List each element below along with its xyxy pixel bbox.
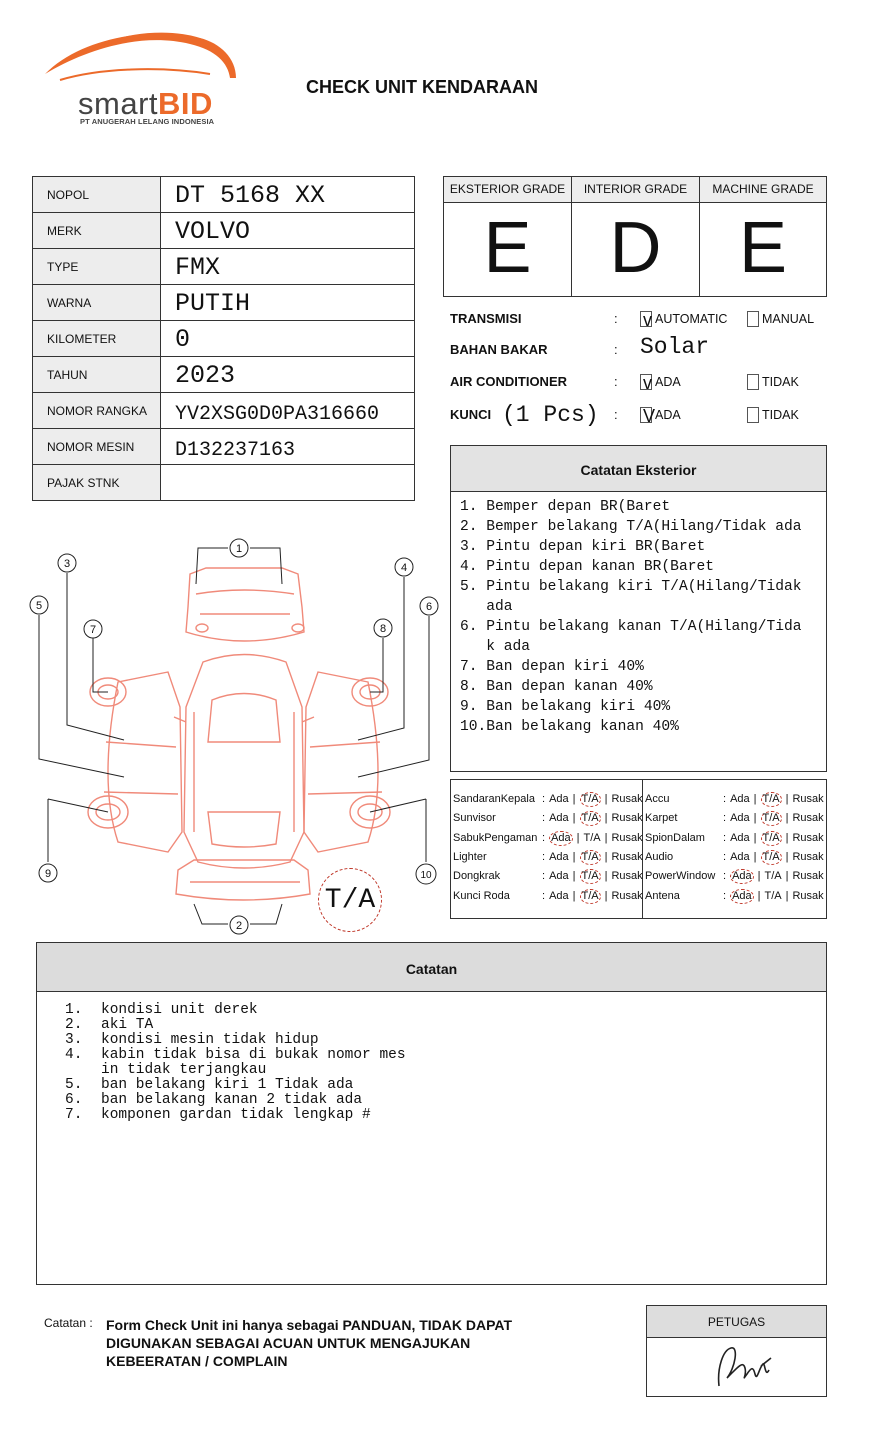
option-ta[interactable]: T/A <box>764 870 782 883</box>
accessory-name: Lighter <box>453 850 487 863</box>
option-ada[interactable]: Ada <box>549 870 569 883</box>
option-ta[interactable]: T/A <box>581 870 599 883</box>
accessory-name: Dongkrak <box>453 870 501 883</box>
separator: : <box>542 812 546 825</box>
note-text: kabin tidak bisa di bukak nomor mes in tidak terjangkau <box>101 1047 406 1078</box>
option-label: TIDAK <box>762 375 799 389</box>
accessory-options <box>540 810 645 826</box>
accessory-row <box>645 868 824 884</box>
callout-2 <box>230 916 248 934</box>
grade-label: EKSTERIOR GRADE <box>444 177 571 203</box>
fuel-value: Solar <box>640 334 710 360</box>
separator: | <box>753 812 757 825</box>
exterior-note-item: 6. Pintu belakang kanan T/A(Hilang/Tida k ada <box>460 619 802 655</box>
option-ada[interactable]: Ada <box>730 812 750 825</box>
field-label: TYPE <box>33 249 161 285</box>
field-label: WARNA <box>33 285 161 321</box>
exterior-note-item: 10.Ban belakang kanan 40% <box>460 719 679 735</box>
automatic-checkbox[interactable] <box>640 310 652 330</box>
note-text: kondisi unit derek <box>101 1002 258 1018</box>
callout-label: 3 <box>63 558 71 570</box>
field-label: MERK <box>33 213 161 249</box>
note-text: komponen gardan tidak lengkap # <box>101 1107 371 1123</box>
separator: : <box>723 831 727 844</box>
grade-label: INTERIOR GRADE <box>572 177 699 203</box>
field-value: 0 <box>161 321 415 357</box>
field-label: TAHUN <box>33 357 161 393</box>
note-text: kondisi mesin tidak hidup <box>101 1032 319 1048</box>
field-label: PAJAK STNK <box>33 465 161 501</box>
accessory-name: Kunci Roda <box>453 889 510 902</box>
separator: | <box>572 812 576 825</box>
note-item <box>65 1093 826 1108</box>
separator: | <box>785 889 789 902</box>
key-count: (1 Pcs) <box>502 402 599 428</box>
accessory-options <box>540 868 645 884</box>
option-rusak[interactable]: Rusak <box>611 850 643 863</box>
accessory-options <box>721 888 826 904</box>
option-ta[interactable]: T/A <box>581 793 599 805</box>
exterior-notes-panel <box>450 445 827 772</box>
footer-label: Catatan : <box>44 1316 93 1330</box>
callout-3 <box>58 554 76 572</box>
option-ada[interactable]: Ada <box>732 889 752 902</box>
callout-6 <box>420 597 438 615</box>
check-mark: v <box>643 373 652 393</box>
separator: | <box>604 831 608 844</box>
accessory-options <box>721 810 826 826</box>
option-rusak[interactable]: Rusak <box>792 831 824 844</box>
grade-machine <box>700 177 826 296</box>
signature-icon <box>647 1338 828 1396</box>
check-mark: V <box>643 406 656 426</box>
manual-checkbox[interactable] <box>747 311 759 327</box>
spec-colon: : <box>614 342 618 357</box>
option-ta[interactable]: T/A <box>764 889 782 902</box>
separator: | <box>604 793 608 805</box>
spec-bahan-bakar <box>450 334 830 364</box>
exterior-note-item: 8. Ban depan kanan 40% <box>460 679 653 695</box>
note-number: 6. <box>65 1092 83 1108</box>
separator: : <box>723 793 727 805</box>
ac-tidak-checkbox[interactable] <box>747 374 759 390</box>
accessory-name: PowerWindow <box>645 870 716 883</box>
separator: | <box>785 793 789 805</box>
callout-4 <box>395 558 413 576</box>
accessory-options <box>540 849 645 865</box>
vehicle-info-row <box>33 357 415 393</box>
vehicle-info-row <box>33 249 415 285</box>
grade-interior <box>572 177 700 296</box>
note-number: 4. <box>65 1047 83 1063</box>
separator: | <box>572 870 576 883</box>
separator: : <box>542 850 546 863</box>
vehicle-info-row <box>33 213 415 249</box>
note-item <box>65 1003 826 1018</box>
separator: : <box>542 793 546 805</box>
option-rusak[interactable]: Rusak <box>611 831 643 844</box>
separator: | <box>757 870 761 883</box>
vehicle-info-row <box>33 465 415 501</box>
exterior-note-item: 5. Pintu belakang kiri T/A(Hilang/Tidak ada <box>460 579 802 615</box>
option-ada[interactable]: Ada <box>730 831 750 844</box>
callout-5 <box>30 596 48 614</box>
vehicle-damage-diagram <box>18 532 443 937</box>
vehicle-info-row <box>33 285 415 321</box>
field-label: KILOMETER <box>33 321 161 357</box>
ta-stamp: T/A <box>318 868 382 932</box>
grade-value: E <box>738 208 788 288</box>
option-ada[interactable]: Ada <box>551 831 571 844</box>
option-label: AUTOMATIC <box>655 312 728 326</box>
page-title: CHECK UNIT KENDARAAN <box>306 77 538 97</box>
exterior-note-item: 3. Pintu depan kiri BR(Baret <box>460 539 706 555</box>
callout-label: 1 <box>235 543 243 555</box>
option-rusak[interactable]: Rusak <box>611 870 643 883</box>
vehicle-info-row <box>33 429 415 465</box>
option-ada[interactable]: Ada <box>549 812 569 825</box>
exterior-note-item: 2. Bemper belakang T/A(Hilang/Tidak ada <box>460 519 802 535</box>
spec-transmisi <box>450 311 830 333</box>
notes-title: Catatan <box>37 943 826 992</box>
note-item <box>65 1108 826 1123</box>
separator: | <box>785 812 789 825</box>
field-label: NOMOR RANGKA <box>33 393 161 429</box>
separator: | <box>572 793 576 805</box>
field-value: 2023 <box>161 357 415 393</box>
accessory-row <box>453 849 643 865</box>
spec-colon: : <box>614 407 618 422</box>
callout-label: 8 <box>379 623 387 635</box>
option-ada[interactable]: Ada <box>732 870 752 883</box>
vehicle-info-row <box>33 177 415 213</box>
field-value: VOLVO <box>161 213 415 249</box>
callout-label: 10 <box>420 870 432 881</box>
option-ta[interactable]: T/A <box>762 831 780 844</box>
field-value: FMX <box>161 249 415 285</box>
accessory-options <box>540 791 645 807</box>
option-rusak[interactable]: Rusak <box>792 850 824 863</box>
accessory-options <box>540 888 645 904</box>
vehicle-info-row <box>33 321 415 357</box>
accessory-options <box>721 849 826 865</box>
separator: | <box>604 812 608 825</box>
field-label: NOMOR MESIN <box>33 429 161 465</box>
spec-colon: : <box>614 311 618 326</box>
separator: | <box>572 889 576 902</box>
separator: : <box>723 889 727 902</box>
option-rusak[interactable]: Rusak <box>611 812 643 825</box>
vehicle-info-table <box>32 176 415 501</box>
check-mark: v <box>643 310 652 330</box>
callout-9 <box>39 864 57 882</box>
accessory-name: Sunvisor <box>453 812 496 825</box>
separator: | <box>604 850 608 863</box>
separator: | <box>757 889 761 902</box>
car-outline-icon <box>18 532 443 937</box>
accessory-row <box>453 830 643 846</box>
note-number: 7. <box>65 1107 83 1123</box>
separator: | <box>785 831 789 844</box>
option-ada[interactable]: Ada <box>730 850 750 863</box>
option-ta[interactable]: T/A <box>762 812 780 825</box>
callout-label: 2 <box>235 920 243 932</box>
option-ta[interactable]: T/A <box>581 850 599 863</box>
accessory-name: SabukPengaman <box>453 831 538 844</box>
separator: | <box>753 850 757 863</box>
accessory-row <box>645 791 824 807</box>
callout-8 <box>374 619 392 637</box>
accessory-options <box>721 868 826 884</box>
callout-7 <box>84 620 102 638</box>
separator: | <box>576 831 580 844</box>
separator: | <box>572 850 576 863</box>
kunci-tidak-checkbox[interactable] <box>747 407 759 423</box>
option-ta[interactable]: T/A <box>762 793 780 805</box>
note-item <box>65 1033 826 1048</box>
option-label: TIDAK <box>762 408 799 422</box>
note-text: ban belakang kiri 1 Tidak ada <box>101 1077 354 1093</box>
callout-label: 6 <box>425 601 433 613</box>
grade-panel <box>443 176 827 297</box>
accessory-name: Antena <box>645 889 680 902</box>
option-label: MANUAL <box>762 312 815 326</box>
spec-label: BAHAN BAKAR <box>450 342 548 357</box>
separator: | <box>785 850 789 863</box>
vehicle-info-row <box>33 393 415 429</box>
separator: : <box>723 850 727 863</box>
option-label: ADA <box>655 408 681 422</box>
accessory-name: Audio <box>645 850 674 863</box>
exterior-notes-list <box>451 492 826 737</box>
note-text: ban belakang kanan 2 tidak ada <box>101 1092 363 1108</box>
option-rusak[interactable]: Rusak <box>792 870 824 883</box>
option-ada[interactable]: Ada <box>549 850 569 863</box>
separator: | <box>785 870 789 883</box>
note-item <box>65 1048 826 1078</box>
separator: | <box>604 870 608 883</box>
accessories-panel <box>450 779 827 919</box>
accessory-name: SandaranKepala <box>453 793 535 805</box>
option-rusak[interactable]: Rusak <box>792 793 824 805</box>
accessory-name: Accu <box>645 793 670 805</box>
accessory-row <box>645 830 824 846</box>
note-item <box>65 1078 826 1093</box>
accessory-options <box>721 791 826 807</box>
grade-label: MACHINE GRADE <box>700 177 826 203</box>
separator: | <box>604 889 608 902</box>
notes-list <box>37 992 826 1123</box>
option-ta[interactable]: T/A <box>762 850 780 863</box>
exterior-note-item: 1. Bemper depan BR(Baret <box>460 499 671 515</box>
field-value: PUTIH <box>161 285 415 321</box>
option-rusak[interactable]: Rusak <box>792 889 824 902</box>
accessory-row <box>645 810 824 826</box>
accessory-row <box>453 791 643 807</box>
spec-ac <box>450 374 830 396</box>
callout-10 <box>416 864 436 884</box>
note-number: 2. <box>65 1017 83 1033</box>
field-value <box>161 465 415 501</box>
footer-disclaimer: Form Check Unit ini hanya sebagai PANDUAN, TIDAK DAPAT DIGUNAKAN SEBAGAI ACUAN UNTUK MENGAJUKAN KEBEERATAN / COMPLAIN <box>106 1317 513 1369</box>
separator: : <box>542 831 546 844</box>
note-number: 5. <box>65 1077 83 1093</box>
option-rusak[interactable]: Rusak <box>792 812 824 825</box>
separator: : <box>542 870 546 883</box>
accessory-row <box>645 849 824 865</box>
option-ada[interactable]: Ada <box>549 889 569 902</box>
spec-label: KUNCI <box>450 407 492 422</box>
exterior-note-item: 4. Pintu depan kanan BR(Baret <box>460 559 714 575</box>
spec-colon: : <box>614 374 618 389</box>
option-ta[interactable]: T/A <box>581 812 599 825</box>
field-value: D132237163 <box>161 429 415 465</box>
kunci-ada-checkbox[interactable] <box>640 406 656 426</box>
note-number: 3. <box>65 1032 83 1048</box>
option-ta[interactable]: T/A <box>583 831 601 844</box>
accessory-name: SpionDalam <box>645 831 705 844</box>
accessory-name: Karpet <box>645 812 678 825</box>
field-value: YV2XSG0D0PA316660 <box>161 393 415 429</box>
brand-subtitle: PT ANUGERAH LELANG INDONESIA <box>80 117 215 126</box>
grade-value: D <box>609 208 662 288</box>
callout-label: 5 <box>35 600 43 612</box>
separator: : <box>723 870 727 883</box>
option-rusak[interactable]: Rusak <box>611 793 643 805</box>
accessory-options <box>721 830 826 846</box>
accessory-row <box>645 888 824 904</box>
officer-title: PETUGAS <box>647 1306 826 1338</box>
separator: | <box>753 831 757 844</box>
callout-label: 9 <box>44 868 52 880</box>
exterior-note-item: 9. Ban belakang kiri 40% <box>460 699 671 715</box>
field-value: DT 5168 XX <box>161 177 415 213</box>
option-ada[interactable]: Ada <box>730 793 750 805</box>
grade-exterior <box>444 177 572 296</box>
accessory-options <box>540 830 645 846</box>
spec-label: TRANSMISI <box>450 311 522 326</box>
notes-panel <box>36 942 827 1285</box>
field-label: NOPOL <box>33 177 161 213</box>
accessory-row <box>453 888 643 904</box>
grade-value: E <box>483 208 532 288</box>
option-ada[interactable]: Ada <box>549 793 569 805</box>
separator: : <box>542 889 546 902</box>
callout-label: 7 <box>89 624 97 636</box>
accessory-row <box>453 810 643 826</box>
officer-box <box>646 1305 827 1397</box>
ac-ada-checkbox[interactable] <box>640 373 652 393</box>
spec-label: AIR CONDITIONER <box>450 374 567 389</box>
exterior-notes-title: Catatan Eksterior <box>451 446 826 492</box>
option-rusak[interactable]: Rusak <box>611 889 643 902</box>
note-number: 1. <box>65 1002 83 1018</box>
note-text: aki TA <box>101 1017 154 1033</box>
separator: | <box>753 793 757 805</box>
exterior-note-item: 7. Ban depan kiri 40% <box>460 659 644 675</box>
accessory-row <box>453 868 643 884</box>
separator: : <box>723 812 727 825</box>
callout-1 <box>230 539 248 557</box>
brand-wordmark: smartBID <box>78 86 213 121</box>
option-label: ADA <box>655 375 681 389</box>
note-item <box>65 1018 826 1033</box>
spec-kunci <box>450 402 830 429</box>
option-ta[interactable]: T/A <box>581 889 599 902</box>
callout-label: 4 <box>400 562 408 574</box>
